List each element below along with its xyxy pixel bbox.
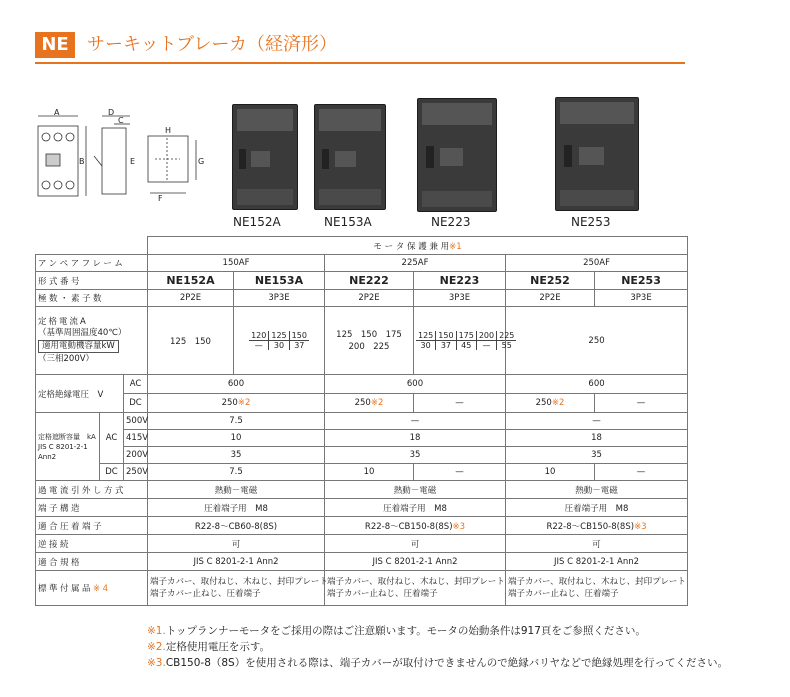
trip-250: 熱動－電磁 bbox=[506, 481, 688, 499]
dim-h: H bbox=[165, 126, 172, 135]
caption-ne223: NE223 bbox=[431, 215, 471, 229]
breaking-dc-ne253: — bbox=[595, 464, 688, 481]
accessories-250: 端子カバー、取付ねじ、木ねじ、封印プレート 端子カバー止ねじ、圧着端子 bbox=[506, 571, 688, 606]
crimp-225: R22-8～CB150-8(8S)※3 bbox=[325, 517, 506, 535]
insulation-dc-label: DC bbox=[124, 394, 148, 413]
reverse-225: 可 bbox=[325, 535, 506, 553]
row-label-reverse: 逆接続 bbox=[36, 535, 148, 553]
insulation-ac-250: 600 bbox=[506, 375, 688, 394]
model-ne222: NE222 bbox=[325, 272, 414, 290]
terminal-225: 圧着端子用 M8 bbox=[325, 499, 506, 517]
rated-current-ne222: 125 150 175 200 225 bbox=[325, 307, 414, 375]
terminal-150: 圧着端子用 M8 bbox=[148, 499, 325, 517]
row-label-rated-current: 定格電流A （基準周囲温度40℃） 適用電動機容量kW （三相200V） bbox=[36, 307, 148, 375]
standard-250: JIS C 8201-2-1 Ann2 bbox=[506, 553, 688, 571]
insulation-dc-ne223: — bbox=[414, 394, 506, 413]
series-badge: NE bbox=[35, 32, 75, 58]
trip-150: 熱動－電磁 bbox=[148, 481, 325, 499]
poles-ne252: 2P2E bbox=[506, 290, 595, 307]
row-label-trip: 過電流引外し方式 bbox=[36, 481, 148, 499]
reverse-250: 可 bbox=[506, 535, 688, 553]
poles-ne152a: 2P2E bbox=[148, 290, 234, 307]
model-ne223: NE223 bbox=[414, 272, 506, 290]
breaking-500-250: — bbox=[506, 413, 688, 430]
row-label-frame: アンペアフレーム bbox=[36, 255, 148, 272]
poles-ne223: 3P3E bbox=[414, 290, 506, 307]
rated-current-ne152a: 125 150 bbox=[148, 307, 234, 375]
insulation-dc-150: 250※2 bbox=[148, 394, 325, 413]
row-label-poles: 極数・素子数 bbox=[36, 290, 148, 307]
breaking-415-250: 18 bbox=[506, 430, 688, 447]
row-label-accessories: 標準付属品※4 bbox=[36, 571, 148, 606]
breaking-415-225: 18 bbox=[325, 430, 506, 447]
insulation-ac-150: 600 bbox=[148, 375, 325, 394]
frame-250: 250AF bbox=[506, 255, 688, 272]
frame-225: 225AF bbox=[325, 255, 506, 272]
insulation-ac-225: 600 bbox=[325, 375, 506, 394]
poles-ne153a: 3P3E bbox=[234, 290, 325, 307]
voltage-500: 500V bbox=[124, 413, 148, 430]
row-label-terminal: 端子構造 bbox=[36, 499, 148, 517]
rated-current-250: 250 bbox=[506, 307, 688, 375]
insulation-ac-label: AC bbox=[124, 375, 148, 394]
crimp-150: R22-8～CB60-8(8S) bbox=[148, 517, 325, 535]
dim-a: A bbox=[54, 108, 60, 117]
trip-225: 熱動－電磁 bbox=[325, 481, 506, 499]
rated-current-ne223: 125 150 175 200 225 30 37 45 — 55 bbox=[414, 307, 506, 375]
dim-f: F bbox=[158, 194, 163, 203]
product-photo-ne152a bbox=[232, 104, 298, 210]
motor-header: モ ー タ 保 護 兼 用※1 bbox=[148, 237, 688, 255]
footnote-2: ※2.定格使用電圧を示す。 bbox=[147, 641, 270, 653]
breaking-ac-label: AC bbox=[100, 413, 124, 464]
footnotes bbox=[147, 623, 728, 671]
poles-ne253: 3P3E bbox=[595, 290, 688, 307]
row-label-crimp: 適合圧着端子 bbox=[36, 517, 148, 535]
dim-g: G bbox=[198, 157, 205, 166]
accessories-225: 端子カバー、取付ねじ、木ねじ、封印プレート 端子カバー止ねじ、圧着端子 bbox=[325, 571, 506, 606]
poles-ne222: 2P2E bbox=[325, 290, 414, 307]
breaking-415-150: 10 bbox=[148, 430, 325, 447]
row-label-breaking: 定格遮断容量 kA JIS C 8201-2-1 Ann2 bbox=[36, 413, 100, 481]
insulation-dc-ne252: 250※2 bbox=[506, 394, 595, 413]
standard-150: JIS C 8201-2-1 Ann2 bbox=[148, 553, 325, 571]
voltage-250: 250V bbox=[124, 464, 148, 481]
row-label-model: 形式番号 bbox=[36, 272, 148, 290]
breaking-200-250: 35 bbox=[506, 447, 688, 464]
breaking-500-225: — bbox=[325, 413, 506, 430]
breaking-dc-ne222: 10 bbox=[325, 464, 414, 481]
rated-current-ne153a: 120 125 150 — 30 37 bbox=[234, 307, 325, 375]
insulation-dc-ne222: 250※2 bbox=[325, 394, 414, 413]
model-ne153a: NE153A bbox=[234, 272, 325, 290]
dim-b: B bbox=[79, 157, 85, 166]
voltage-415: 415V bbox=[124, 430, 148, 447]
page-title: サーキットブレーカ（経済形） bbox=[87, 34, 338, 55]
model-ne253: NE253 bbox=[595, 272, 688, 290]
breaking-500-150: 7.5 bbox=[148, 413, 325, 430]
spec-table bbox=[35, 236, 688, 606]
accessories-150: 端子カバー、取付ねじ、木ねじ、封印プレート 端子カバー止ねじ、圧着端子 bbox=[148, 571, 325, 606]
footnote-3: ※3.CB150-8（8S）を使用される際は、端子カバーが取付けできませんので絶縁バリヤなどで絶縁処理を行ってください。 bbox=[147, 657, 729, 669]
row-label-standard: 適合規格 bbox=[36, 553, 148, 571]
dimension-diagram bbox=[30, 108, 220, 218]
dim-d: D bbox=[108, 108, 115, 117]
breaking-dc-label: DC bbox=[100, 464, 124, 481]
caption-ne253: NE253 bbox=[571, 215, 611, 229]
caption-ne152a: NE152A bbox=[233, 215, 281, 229]
model-ne152a: NE152A bbox=[148, 272, 234, 290]
footnote-1: ※1.トップランナーモータをご採用の際はご注意願います。モータの始動条件は917頁をご参照ください。 bbox=[147, 625, 646, 637]
header-rule bbox=[35, 62, 685, 64]
breaking-200-225: 35 bbox=[325, 447, 506, 464]
dim-c: C bbox=[118, 116, 124, 125]
product-photo-ne223 bbox=[417, 98, 497, 212]
product-photo-ne153a bbox=[314, 104, 386, 210]
breaking-200-150: 35 bbox=[148, 447, 325, 464]
standard-225: JIS C 8201-2-1 Ann2 bbox=[325, 553, 506, 571]
voltage-200: 200V bbox=[124, 447, 148, 464]
product-photo-ne253 bbox=[555, 97, 639, 211]
frame-150: 150AF bbox=[148, 255, 325, 272]
row-label-insulation: 定格絶縁電圧 V bbox=[36, 375, 124, 413]
crimp-250: R22-8～CB150-8(8S)※3 bbox=[506, 517, 688, 535]
caption-ne153a: NE153A bbox=[324, 215, 372, 229]
reverse-150: 可 bbox=[148, 535, 325, 553]
breaking-dc-ne252: 10 bbox=[506, 464, 595, 481]
dim-e: E bbox=[130, 157, 136, 166]
breaking-dc-150: 7.5 bbox=[148, 464, 325, 481]
breaking-dc-ne223: — bbox=[414, 464, 506, 481]
model-ne252: NE252 bbox=[506, 272, 595, 290]
terminal-250: 圧着端子用 M8 bbox=[506, 499, 688, 517]
insulation-dc-ne253: — bbox=[595, 394, 688, 413]
